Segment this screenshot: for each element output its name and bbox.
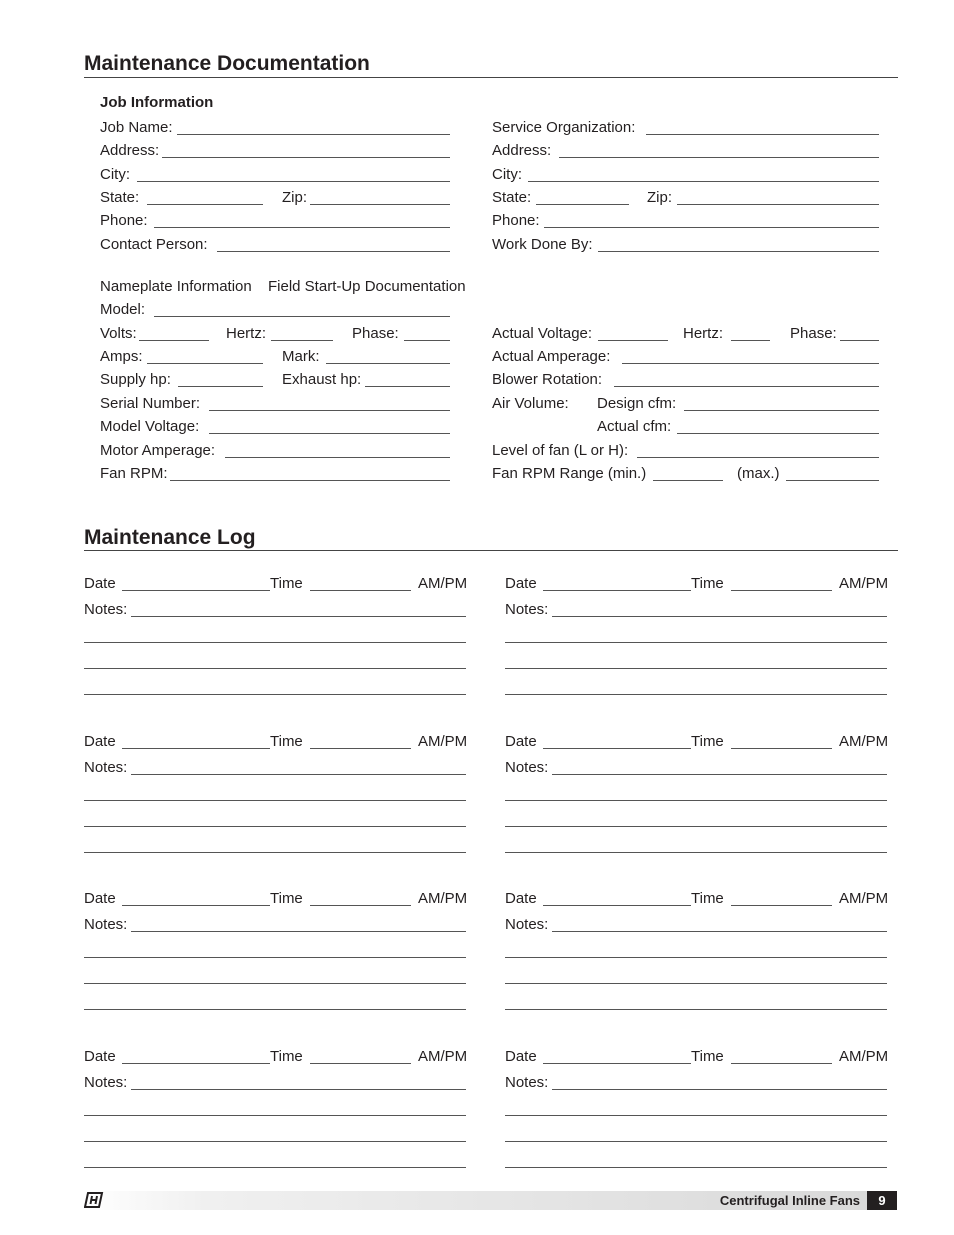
amps-label: Amps: (100, 348, 143, 365)
log-date-field[interactable] (122, 1063, 270, 1064)
design-cfm-label: Design cfm: (597, 395, 677, 412)
log-time-field[interactable] (310, 905, 411, 906)
log-time-field[interactable] (310, 1063, 411, 1064)
log-time-field[interactable] (731, 590, 832, 591)
log-date-label: Date (505, 890, 537, 907)
volts-label: Volts: (100, 325, 137, 342)
log-ampm-label: AM/PM (839, 575, 889, 592)
log-time-field[interactable] (310, 590, 411, 591)
log-notes-field[interactable] (131, 931, 466, 932)
log-date-field[interactable] (543, 590, 691, 591)
log-notes-label: Notes: (505, 1074, 549, 1091)
actual-voltage-label: Actual Voltage: (492, 325, 593, 342)
log-rule (84, 550, 898, 551)
service-phone-label: Phone: (492, 212, 540, 229)
job-address-field[interactable] (162, 157, 450, 158)
motor-amperage-label: Motor Amperage: (100, 442, 216, 459)
page-number: 9 (867, 1191, 897, 1210)
log-ampm-label: AM/PM (418, 1048, 468, 1065)
log-date-label: Date (84, 575, 116, 592)
actual-amperage-field[interactable] (622, 363, 879, 364)
log-date-field[interactable] (122, 905, 270, 906)
job-info-heading: Job Information (100, 94, 214, 111)
actual-cfm-field[interactable] (677, 433, 879, 434)
log-date-field[interactable] (543, 748, 691, 749)
exhaust-hp-label: Exhaust hp: (282, 371, 362, 388)
log-notes-line[interactable] (505, 852, 887, 853)
log-notes-line[interactable] (84, 1141, 466, 1142)
hertz-label: Hertz: (226, 325, 267, 342)
maintenance-log-title: Maintenance Log (84, 526, 256, 549)
service-state-field[interactable] (536, 204, 629, 205)
title-rule (84, 77, 898, 78)
log-date-field[interactable] (122, 590, 270, 591)
log-ampm-label: AM/PM (418, 890, 468, 907)
log-notes-line[interactable] (84, 852, 466, 853)
serial-label: Serial Number: (100, 395, 201, 412)
log-date-field[interactable] (543, 905, 691, 906)
log-notes-line[interactable] (84, 957, 466, 958)
blower-rotation-field[interactable] (614, 386, 879, 387)
log-date-label: Date (84, 733, 116, 750)
nameplate-heading: Nameplate Information (100, 278, 252, 295)
log-notes-line[interactable] (84, 826, 466, 827)
blower-rotation-label: Blower Rotation: (492, 371, 603, 388)
log-ampm-label: AM/PM (839, 1048, 889, 1065)
rpm-range-min-label: Fan RPM Range (min.) (492, 465, 647, 482)
model-field[interactable] (154, 316, 450, 317)
log-time-label: Time (691, 575, 724, 592)
service-org-field[interactable] (646, 134, 879, 135)
log-date-field[interactable] (543, 1063, 691, 1064)
log-notes-field[interactable] (552, 931, 887, 932)
log-date-label: Date (84, 890, 116, 907)
log-notes-line[interactable] (505, 668, 887, 669)
log-notes-line[interactable] (505, 826, 887, 827)
job-city-field[interactable] (137, 181, 450, 182)
model-voltage-field[interactable] (209, 433, 450, 434)
log-notes-field[interactable] (552, 616, 887, 617)
supply-hp-label: Supply hp: (100, 371, 171, 388)
job-zip-label: Zip: (282, 189, 308, 206)
log-notes-line[interactable] (505, 642, 887, 643)
fan-rpm-field[interactable] (170, 480, 450, 481)
service-address-label: Address: (492, 142, 552, 159)
air-volume-label: Air Volume: (492, 395, 569, 412)
log-date-field[interactable] (122, 748, 270, 749)
model-voltage-label: Model Voltage: (100, 418, 200, 435)
log-notes-field[interactable] (131, 774, 466, 775)
motor-amperage-field[interactable] (225, 457, 450, 458)
work-done-field[interactable] (598, 251, 879, 252)
log-date-label: Date (505, 733, 537, 750)
log-time-label: Time (270, 575, 303, 592)
supply-hp-field[interactable] (178, 386, 263, 387)
log-date-label: Date (505, 575, 537, 592)
brand-logo-icon (84, 1192, 104, 1213)
log-notes-line[interactable] (505, 800, 887, 801)
log-date-label: Date (84, 1048, 116, 1065)
log-time-label: Time (691, 733, 724, 750)
log-ampm-label: AM/PM (418, 575, 468, 592)
log-notes-label: Notes: (505, 759, 549, 776)
phase-label: Phase: (352, 325, 399, 342)
job-contact-label: Contact Person: (100, 236, 208, 253)
log-time-label: Time (270, 890, 303, 907)
field-hertz-field[interactable] (731, 340, 770, 341)
phase-field[interactable] (404, 340, 450, 341)
log-notes-field[interactable] (552, 1089, 887, 1090)
log-time-label: Time (270, 1048, 303, 1065)
log-ampm-label: AM/PM (418, 733, 468, 750)
rpm-range-max-label: (max.) (737, 465, 780, 482)
field-hertz-label: Hertz: (683, 325, 724, 342)
actual-cfm-label: Actual cfm: (597, 418, 672, 435)
job-phone-field[interactable] (154, 227, 450, 228)
mark-field[interactable] (326, 363, 450, 364)
log-time-field[interactable] (731, 748, 832, 749)
job-phone-label: Phone: (100, 212, 148, 229)
log-notes-field[interactable] (552, 774, 887, 775)
log-notes-line[interactable] (505, 1167, 887, 1168)
log-notes-line[interactable] (505, 694, 887, 695)
log-notes-line[interactable] (84, 983, 466, 984)
log-notes-line[interactable] (505, 983, 887, 984)
service-city-field[interactable] (528, 181, 879, 182)
page-title: Maintenance Documentation (84, 52, 370, 75)
log-date-label: Date (505, 1048, 537, 1065)
log-notes-label: Notes: (505, 601, 549, 618)
job-name-label: Job Name: (100, 119, 173, 136)
job-state-label: State: (100, 189, 140, 206)
exhaust-hp-field[interactable] (365, 386, 450, 387)
job-city-label: City: (100, 166, 130, 183)
log-notes-line[interactable] (505, 957, 887, 958)
log-time-label: Time (691, 890, 724, 907)
field-phase-field[interactable] (840, 340, 879, 341)
hertz-field[interactable] (271, 340, 333, 341)
actual-voltage-field[interactable] (598, 340, 668, 341)
service-org-label: Service Organization: (492, 119, 636, 136)
service-zip-label: Zip: (647, 189, 673, 206)
log-time-field[interactable] (731, 905, 832, 906)
log-notes-label: Notes: (505, 916, 549, 933)
footer-title: Centrifugal Inline Fans (719, 1193, 860, 1208)
fan-level-label: Level of fan (L or H): (492, 442, 629, 459)
log-notes-line[interactable] (505, 1115, 887, 1116)
log-notes-line[interactable] (505, 1009, 887, 1010)
log-notes-line[interactable] (84, 1115, 466, 1116)
log-notes-line[interactable] (84, 694, 466, 695)
mark-label: Mark: (282, 348, 320, 365)
volts-field[interactable] (139, 340, 209, 341)
log-notes-line[interactable] (84, 668, 466, 669)
job-state-field[interactable] (147, 204, 263, 205)
log-notes-label: Notes: (84, 916, 128, 933)
job-address-label: Address: (100, 142, 160, 159)
log-notes-field[interactable] (131, 1089, 466, 1090)
log-notes-line[interactable] (505, 1141, 887, 1142)
service-city-label: City: (492, 166, 522, 183)
rpm-range-min-field[interactable] (653, 480, 723, 481)
rpm-range-max-field[interactable] (786, 480, 879, 481)
field-phase-label: Phase: (790, 325, 837, 342)
work-done-label: Work Done By: (492, 236, 593, 253)
log-ampm-label: AM/PM (839, 890, 889, 907)
model-label: Model: (100, 301, 146, 318)
fan-level-field[interactable] (637, 457, 879, 458)
log-notes-label: Notes: (84, 1074, 128, 1091)
job-name-field[interactable] (177, 134, 450, 135)
serial-field[interactable] (209, 410, 450, 411)
service-phone-field[interactable] (544, 227, 879, 228)
fan-rpm-label: Fan RPM: (100, 465, 168, 482)
log-notes-field[interactable] (131, 616, 466, 617)
log-time-label: Time (270, 733, 303, 750)
log-notes-label: Notes: (84, 759, 128, 776)
service-zip-field[interactable] (677, 204, 879, 205)
log-time-field[interactable] (310, 748, 411, 749)
field-startup-heading: Field Start-Up Documentation (268, 278, 466, 295)
service-address-field[interactable] (559, 157, 879, 158)
log-time-label: Time (691, 1048, 724, 1065)
amps-field[interactable] (147, 363, 263, 364)
service-state-label: State: (492, 189, 532, 206)
log-notes-line[interactable] (84, 800, 466, 801)
log-notes-line[interactable] (84, 1167, 466, 1168)
log-ampm-label: AM/PM (839, 733, 889, 750)
actual-amperage-label: Actual Amperage: (492, 348, 611, 365)
log-notes-label: Notes: (84, 601, 128, 618)
log-notes-line[interactable] (84, 1009, 466, 1010)
log-time-field[interactable] (731, 1063, 832, 1064)
log-notes-line[interactable] (84, 642, 466, 643)
design-cfm-field[interactable] (684, 410, 879, 411)
job-contact-field[interactable] (217, 251, 450, 252)
job-zip-field[interactable] (310, 204, 450, 205)
